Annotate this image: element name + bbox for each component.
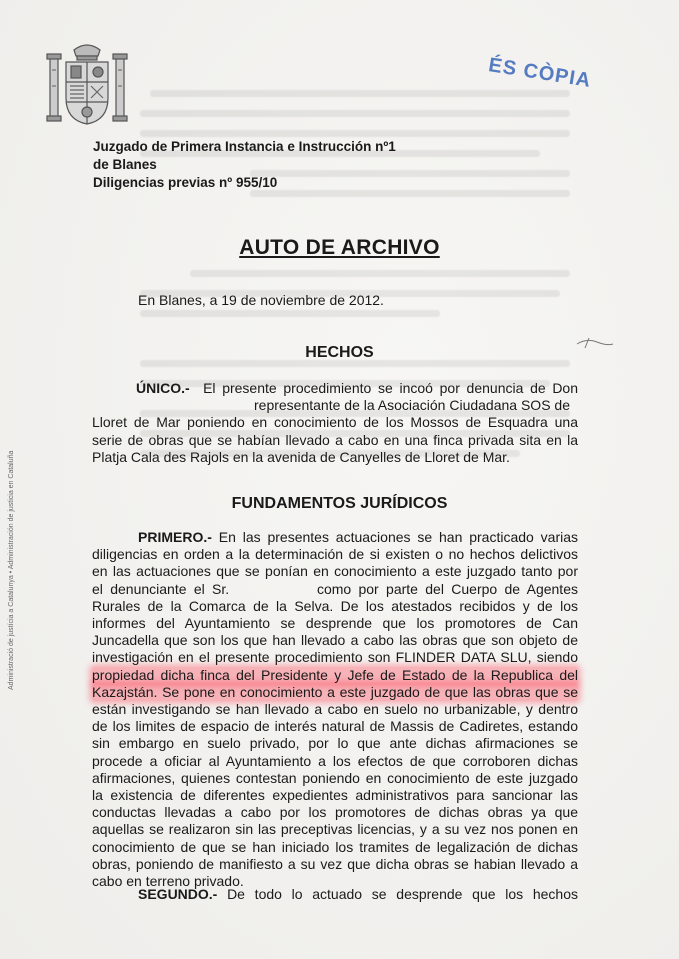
paragraph-line: en las actuaciones que se ponían en conocimiento a este juzgado tanto por	[92, 563, 578, 580]
paragraph-line: sin embargo en suelo privado, por lo que ante dichas afirmaciones se	[92, 735, 578, 752]
paragraph-line: conductas llevadas a cabo por los promotores de dichas obras ya que	[92, 804, 578, 821]
paragraph-line: Lloret de Mar poniendo en conocimiento de los Mossos de Esquadra una	[92, 414, 578, 431]
date-line: En Blanes, a 19 de noviembre de 2012.	[138, 292, 384, 308]
highlighted-line	[92, 667, 578, 684]
highlight-mark: Kazajstán. Se pone en conocimiento a este juzgado de que las obras que se	[92, 683, 578, 700]
primero-paragraph	[92, 529, 578, 890]
hechos-heading: HECHOS	[305, 344, 374, 361]
paragraph-line	[92, 529, 578, 546]
copy-stamp: ÉS CÒPIA	[486, 54, 593, 92]
case-number-line: Diligencias previas nº 955/10	[93, 175, 278, 190]
paragraph-line: representante de la Asociación Ciudadana SOS de	[254, 397, 570, 414]
paragraph-line: obras, poniendo de manifiesto a su vez que dicha obras se habian llevado a	[92, 855, 578, 872]
document-title: AUTO DE ARCHIVO	[239, 236, 440, 259]
paragraph-line: informes del Ayuntamiento se desprende que los promotores de Can	[92, 615, 578, 632]
paragraph-line: serie de obras que se habían llevado a cabo en una finca privada sita en la	[92, 431, 578, 448]
paragraph-line: Rurales de la Comarca de la Selva. De los atestados recibidos y de los	[92, 597, 578, 614]
coat-of-arms-icon	[44, 36, 130, 132]
line-text: El presente procedimiento se incoó por denuncia de Don	[203, 380, 579, 396]
hechos-paragraph	[92, 380, 578, 466]
line-text: De todo lo actuado se desprende que los hechos	[227, 886, 578, 902]
court-header	[93, 138, 396, 192]
highlighted-line	[92, 684, 578, 701]
unico-label: ÚNICO.-	[136, 380, 190, 396]
side-margin-note: Administració de justícia a Catalunya • Administración de justicia en Cataluña	[8, 450, 15, 690]
primero-label: PRIMERO.-	[138, 529, 212, 545]
paragraph-line: están investigando se han llevado a cabo en suelo no urbanizable, y dentro	[92, 701, 578, 718]
highlight-mark: propiedad dicha finca del Presidente y Jefe de Estado de la Republica del	[92, 666, 578, 683]
segundo-label: SEGUNDO.-	[138, 886, 218, 902]
paragraph-line: afirmaciones, quienes contestan poniendo en conocimiento de este juzgado	[92, 769, 578, 786]
court-name-line: Juzgado de Primera Instancia e Instrucción nº1	[93, 139, 396, 154]
paragraph-line: Platja Cala des Rajols en la avenida de Canyelles de Lloret de Mar.	[92, 448, 510, 465]
paragraph-line: la existencia de diferentes expedientes administrativos para sancionar las	[92, 787, 578, 804]
paragraph-line: procede a oficiar al Ayuntamiento a los efectos de que corroboren dichas	[92, 752, 578, 769]
paragraph-line: aquellas se realizaron sin las preceptivas licencias, y a su vez nos ponen en	[92, 821, 578, 838]
court-location-line: de Blanes	[93, 157, 157, 172]
paragraph-line	[92, 380, 578, 397]
paragraph-line: de los limites de espacio de interés natural de Massis de Cadiretes, estando	[92, 718, 578, 735]
paragraph-line: cabo en terreno privado.	[92, 873, 244, 890]
paragraph-line: Juncadella que son los que han llevado a cabo las obras que son objeto de	[92, 632, 578, 649]
line-text: En las presentes actuaciones se han practicado varias	[218, 529, 579, 545]
paragraph-line: investigación en el presente procedimiento son FLINDER DATA SLU, siendo	[92, 649, 578, 666]
paragraph-line: conocimiento de que se han iniciado los tramites de legalización de dichas	[92, 838, 578, 855]
fundamentos-heading: FUNDAMENTOS JURÍDICOS	[231, 495, 448, 512]
segundo-paragraph	[92, 886, 578, 903]
paragraph-line: diligencias en orden a la determinación de si existen o no hechos delictivos	[92, 546, 578, 563]
paragraph-line	[92, 886, 578, 903]
paragraph-line: el denunciante el Sr. como por parte del Cuerpo de Agentes	[92, 580, 578, 597]
